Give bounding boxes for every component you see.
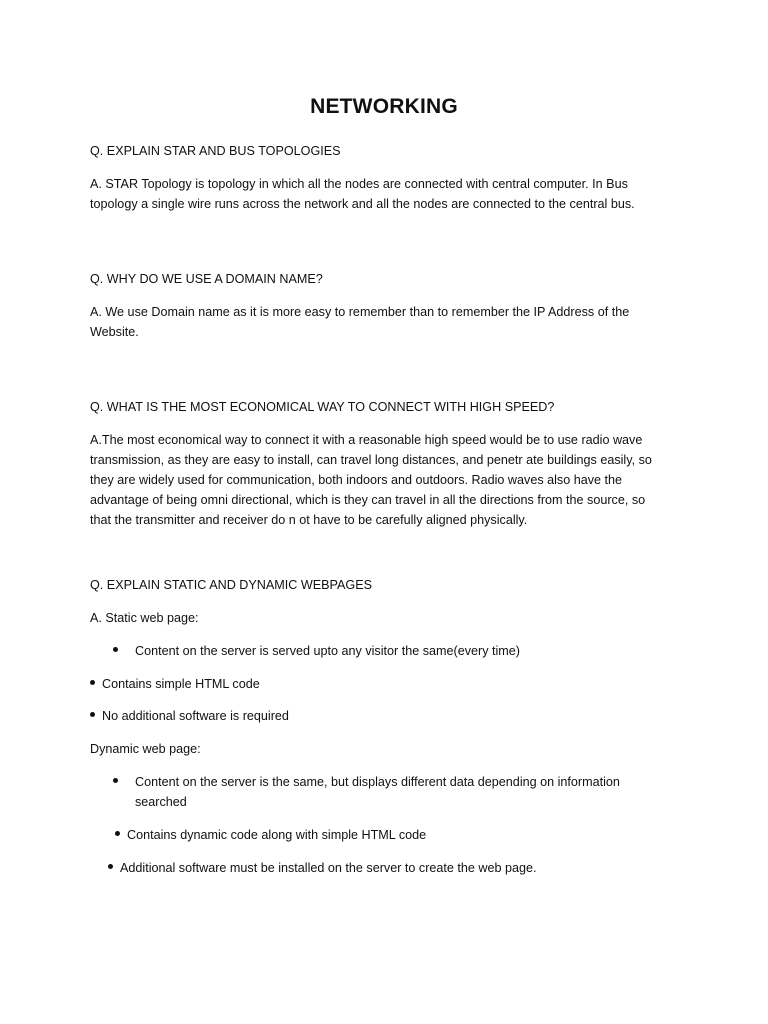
static-bullet-3: No additional software is required bbox=[102, 709, 289, 723]
question-4: Q. EXPLAIN STATIC AND DYNAMIC WEBPAGES bbox=[90, 578, 373, 592]
question-1: Q. EXPLAIN STAR AND BUS TOPOLOGIES bbox=[90, 144, 341, 158]
bullet-icon bbox=[90, 712, 95, 717]
static-heading: A. Static web page: bbox=[90, 611, 199, 625]
answer-1-line-1: A. STAR Topology is topology in which all the nodes are connected with central computer. In Bus bbox=[90, 177, 628, 191]
question-2: Q. WHY DO WE USE A DOMAIN NAME? bbox=[90, 272, 323, 286]
answer-3-line-1: A.The most economical way to connect it with a reasonable high speed would be to use radio wave bbox=[90, 433, 643, 447]
bullet-icon bbox=[108, 864, 113, 869]
dynamic-bullet-1-line-1: Content on the server is the same, but displays different data depending on information bbox=[135, 775, 620, 789]
bullet-icon bbox=[90, 680, 95, 685]
answer-2-line-2: Website. bbox=[90, 325, 139, 339]
bullet-icon bbox=[115, 831, 120, 836]
question-3: Q. WHAT IS THE MOST ECONOMICAL WAY TO CONNECT WITH HIGH SPEED? bbox=[90, 400, 555, 414]
answer-3-line-2: transmission, as they are easy to install, can travel long distances, and penetr ate buildings easily, so bbox=[90, 453, 652, 467]
dynamic-bullet-3: Additional software must be installed on the server to create the web page. bbox=[120, 861, 537, 875]
dynamic-heading: Dynamic web page: bbox=[90, 742, 201, 756]
answer-3-line-5: that the transmitter and receiver do n ot have to be carefully aligned physically. bbox=[90, 513, 528, 527]
page-title: NETWORKING bbox=[310, 95, 458, 118]
static-bullet-2: Contains simple HTML code bbox=[102, 677, 260, 691]
static-bullet-1: Content on the server is served upto any visitor the same(every time) bbox=[135, 644, 520, 658]
answer-2-line-1: A. We use Domain name as it is more easy to remember than to remember the IP Address of the bbox=[90, 305, 630, 319]
answer-3-line-4: advantage of being omni directional, which is they can travel in all the directions from the source, so bbox=[90, 493, 646, 507]
dynamic-bullet-2: Contains dynamic code along with simple HTML code bbox=[127, 828, 427, 842]
answer-1-line-2: topology a single wire runs across the network and all the nodes are connected to the central bus. bbox=[90, 197, 635, 211]
bullet-icon bbox=[113, 647, 118, 652]
bullet-icon bbox=[113, 778, 118, 783]
dynamic-bullet-1-line-2: searched bbox=[135, 795, 187, 809]
answer-3-line-3: they are widely used for communication, both indoors and outdoors. Radio waves also have the bbox=[90, 473, 623, 487]
